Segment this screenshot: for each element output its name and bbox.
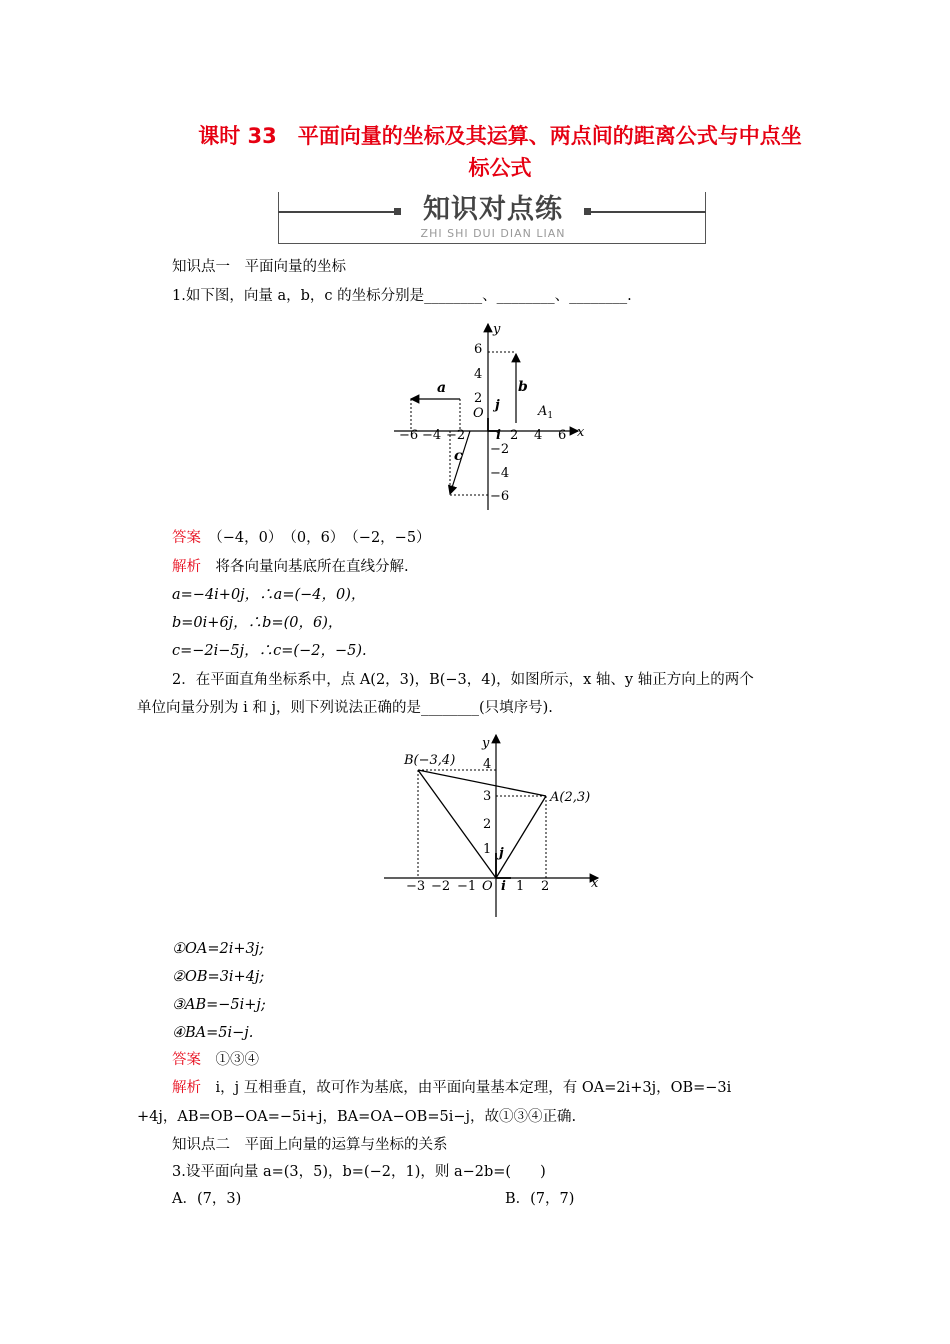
origin-label: O — [482, 879, 493, 894]
answer-text: （−4，0） （0，6） （−2，−5） — [215, 530, 431, 546]
y-tick-2: 2 — [483, 817, 492, 832]
q2-option-1: ①OA=2i+3j; — [172, 941, 265, 957]
x-tick-4: 4 — [534, 428, 543, 443]
q2-option-4: ④BA=5i−j. — [172, 1025, 254, 1041]
q3-option-b: B．(7，7) — [505, 1191, 575, 1207]
question-3-text: 3.设平面向量 a=(3，5)，b=(−2，1)，则 a−2b=( ) — [172, 1164, 546, 1180]
y-tick-3: 3 — [483, 789, 492, 804]
x-tick-neg2: −2 — [431, 879, 451, 894]
unit-i-label: i — [501, 879, 506, 894]
q1-step-c: c=−2i−5j，∴c=(−2，−5). — [172, 643, 367, 659]
x-tick-neg2: −2 — [446, 428, 466, 443]
x-axis-label: x — [591, 876, 599, 891]
question-2-analysis-line-2: +4j，AB=OB−OA=−5i+j，BA=OA−OB=5i−j，故①③④正确. — [137, 1109, 577, 1125]
x-tick-neg3: −3 — [406, 879, 426, 894]
y-axis-label: y — [493, 322, 501, 337]
x-tick-2: 2 — [510, 428, 519, 443]
q1-step-b: b=0i+6j，∴b=(0，6)， — [172, 615, 343, 631]
analysis-label: 解析 — [172, 559, 201, 575]
answer-text: ①③④ — [215, 1052, 259, 1068]
point-b-label: B(−3,4) — [404, 753, 456, 768]
analysis-text: 将各向量向基底所在直线分解. — [215, 559, 409, 575]
point-a-label: A(2,3) — [550, 790, 591, 805]
question-2-text-line-2: 单位向量分别为 i 和 j，则下列说法正确的是________(只填序号). — [137, 700, 553, 716]
y-tick-neg4: −4 — [490, 466, 510, 481]
q2-option-2: ②OB=3i+4j; — [172, 969, 265, 985]
title-line-2: 标公式 — [468, 156, 532, 180]
y-tick-2: 2 — [474, 391, 483, 406]
section-heading-1: 知识点一 平面向量的坐标 — [172, 259, 346, 275]
banner-dot-right — [584, 208, 591, 215]
q2-option-3: ③AB=−5i+j; — [172, 997, 266, 1013]
analysis-label: 解析 — [172, 1080, 201, 1096]
origin-label: O — [473, 406, 484, 421]
x-tick-neg1: −1 — [457, 879, 477, 894]
vector-b-label: b — [518, 379, 528, 395]
section-heading-2: 知识点二 平面上向量的运算与坐标的关系 — [172, 1137, 448, 1153]
x-tick-neg4: −4 — [422, 428, 442, 443]
vector-a-label: a — [437, 380, 447, 396]
y-axis-label: y — [482, 736, 490, 751]
section-banner — [278, 192, 706, 244]
y-tick-6: 6 — [474, 342, 483, 357]
segment-ba — [418, 770, 546, 796]
x-tick-6: 6 — [558, 428, 567, 443]
question-2-text-line-1: 2．在平面直角坐标系中，点 A(2，3)，B(−3，4)，如图所示，x 轴、y 轴正方向上的两个 — [172, 672, 754, 688]
point-a1-label: $A_1$ — [538, 404, 554, 421]
vector-c-label: c — [454, 448, 463, 464]
question-1-text: 1.如下图，向量 a，b，c 的坐标分别是________、________、________. — [172, 288, 632, 304]
x-axis-label: x — [577, 425, 585, 440]
x-tick-2: 2 — [541, 879, 550, 894]
unit-i-label: i — [496, 428, 501, 443]
banner-rule-left — [278, 211, 394, 213]
figure-2-triangle — [376, 727, 608, 929]
y-tick-neg6: −6 — [490, 489, 510, 504]
x-tick-neg6: −6 — [399, 428, 419, 443]
analysis-text: i，j 互相垂直，故可作为基底，由平面向量基本定理，有 OA=2i+3j，OB=−3i — [215, 1080, 732, 1096]
y-tick-4: 4 — [483, 757, 492, 772]
banner-rule-right — [591, 211, 706, 213]
x-tick-1: 1 — [516, 879, 525, 894]
figure-1-vectors — [390, 318, 595, 518]
unit-j-label: j — [495, 398, 500, 413]
y-tick-1: 1 — [483, 842, 492, 857]
unit-j-label: j — [499, 846, 504, 861]
question-1-answer — [172, 527, 431, 549]
banner-title: 知识对点练 — [423, 194, 563, 225]
q1-step-a: a=−4i+0j，∴a=(−4，0)， — [172, 587, 366, 603]
question-2-answer — [172, 1049, 259, 1071]
answer-label: 答案 — [172, 530, 201, 546]
lesson-title — [150, 120, 850, 184]
segment-oa — [496, 796, 546, 878]
y-tick-neg2: −2 — [490, 442, 510, 457]
question-1-analysis — [172, 556, 409, 578]
answer-label: 答案 — [172, 1052, 201, 1068]
banner-dot-left — [394, 208, 401, 215]
q3-option-a: A．(7，3) — [172, 1191, 242, 1207]
y-tick-4: 4 — [474, 367, 483, 382]
question-2-analysis-line-1 — [172, 1077, 731, 1099]
banner-subtitle: ZHI SHI DUI DIAN LIAN — [420, 227, 566, 240]
title-line-1: 课时 33 平面向量的坐标及其运算、两点间的距离公式与中点坐 — [198, 124, 802, 148]
